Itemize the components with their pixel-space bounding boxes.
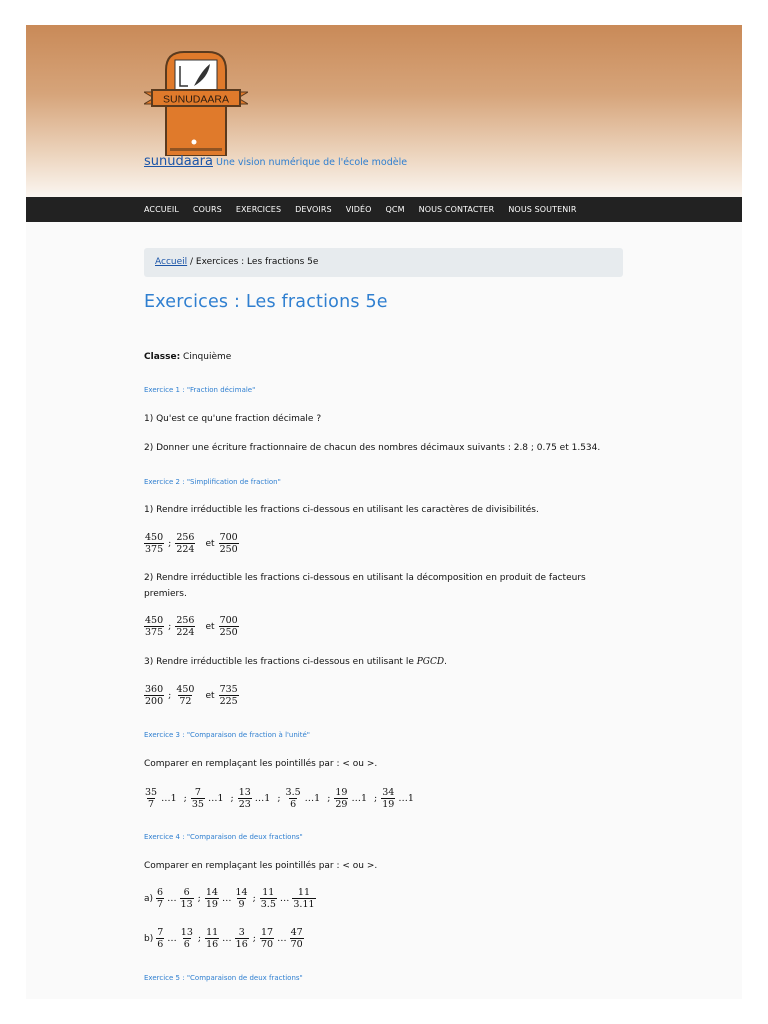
ex4-b-pair-1-left: [156, 927, 164, 950]
ex2-f2-frac-3-denominator: 250: [219, 627, 238, 638]
ex4-b-label: b): [144, 933, 154, 944]
ex4-b-pair-2-right: [235, 927, 249, 950]
ex4-a-separator-2: ;: [252, 893, 256, 904]
ex4-b-separator-1: ;: [197, 933, 202, 944]
ex3-frac-4: [285, 787, 302, 810]
ex2-f1-frac-3: [219, 532, 239, 555]
ex2-f1-frac-2-denominator: 224: [176, 544, 195, 555]
ex2-f1-frac-2-numerator: 256: [176, 532, 195, 543]
ex4-a-pair-1-right: [180, 887, 194, 910]
ex3-instructions: Comparer en remplaçant les pointillés par : < ou >.: [144, 759, 378, 769]
ex4-b-pair-2-right-numerator: 3: [238, 927, 245, 938]
ex2-f3-frac-1: [144, 684, 164, 707]
ex4-b-pair-3-right-denominator: 70: [290, 939, 303, 950]
logo-text: SUNUDAARA: [163, 93, 229, 106]
classe-label: Classe:: [144, 352, 181, 362]
ex3-frac-3-denominator: 23: [238, 799, 251, 810]
ex4-a-pair-3-right-denominator: 3.11: [293, 899, 315, 910]
ex2-question-2-line1: 2) Rendre irréductible les fractions ci-dessous en utilisant la décomposition en produit de facteurs: [144, 573, 586, 583]
nav-item-6[interactable]: NOUS CONTACTER: [418, 205, 495, 214]
ex2-question-2-line2: premiers.: [144, 589, 187, 599]
ex4-a-pair-2-right-denominator: 9: [238, 899, 245, 910]
ex3-separator-2: ;: [230, 793, 234, 804]
ex4-a-pair-3-right-numerator: 11: [297, 887, 310, 898]
ex2-f2-frac-2: [175, 615, 195, 638]
ex3-separator-3: ;: [277, 793, 281, 804]
ex2-f1-et: et: [205, 538, 215, 549]
ex4-a-label: a): [144, 893, 154, 904]
ex3-frac-2-denominator: 35: [191, 799, 204, 810]
ex3-frac-3-numerator: 13: [238, 787, 251, 798]
ex2-f2-et: et: [205, 621, 215, 632]
ex2-f1-frac-3-numerator: 700: [219, 532, 238, 543]
ex2-fractions-1: [144, 532, 239, 555]
ex4-b-pair-1-left-denominator: 6: [157, 939, 164, 950]
ex4-a-pair-3-left-numerator: 11: [262, 887, 275, 898]
nav-item-1[interactable]: COURS: [192, 205, 222, 214]
ex3-frac-6: [381, 787, 395, 810]
ex3-dots-3: …1: [254, 793, 271, 804]
ex4-a-pair-3-right: [292, 887, 315, 910]
ex3-frac-5: [334, 787, 348, 810]
ex3-frac-6-numerator: 34: [382, 787, 395, 798]
ex2-question-3: [144, 657, 447, 667]
ex2-f2-frac-1-denominator: 375: [145, 627, 164, 638]
nav-item-2[interactable]: EXERCICES: [235, 205, 282, 214]
ex3-fractions: [144, 787, 417, 810]
nav-item-7[interactable]: NOUS SOUTENIR: [508, 205, 577, 214]
ex4-b-pair-3-right-numerator: 47: [290, 927, 303, 938]
ex2-f3-frac-3-denominator: 225: [219, 696, 238, 707]
ex2-f3-frac-2-denominator: 72: [179, 696, 192, 707]
ex2-f3-frac-2: [175, 684, 195, 707]
ex4-b-pair-3-left-denominator: 70: [260, 939, 274, 950]
breadcrumb-separator: /: [187, 257, 196, 267]
ex3-frac-5-numerator: 19: [335, 787, 348, 798]
ex2-q3-end: .: [444, 657, 447, 667]
nav-item-3[interactable]: DEVOIRS: [295, 205, 332, 214]
sunudaara-logo[interactable]: [144, 48, 248, 156]
ex4-a-pair-2-left: [205, 887, 219, 910]
ex4-a-pair-2-right: [234, 887, 248, 910]
breadcrumb-current: Exercices : Les fractions 5e: [195, 257, 319, 267]
ex4-row-b: [144, 927, 304, 950]
ex4-a-pair-1-left-numerator: 6: [157, 887, 164, 898]
ex2-f2-separator: ;: [168, 621, 172, 632]
ex4-b-dots-1: …: [167, 933, 177, 944]
ex4-row-a: [144, 887, 316, 910]
ex2-f2-frac-1-numerator: 450: [145, 615, 164, 626]
ex3-dots-5: …1: [351, 793, 368, 804]
ex3-separator-5: ;: [374, 793, 378, 804]
exercise-1-heading: Exercice 1 : "Fraction décimale": [144, 386, 256, 394]
ex2-f3-frac-3: [219, 684, 239, 707]
ex4-instructions: Comparer en remplaçant les pointillés par : < ou >.: [144, 861, 378, 871]
ex4-a-separator-1: ;: [197, 893, 201, 904]
ex2-f3-frac-3-numerator: 735: [219, 684, 238, 695]
ex3-frac-5-denominator: 29: [335, 799, 348, 810]
ex4-b-pair-1-left-numerator: 7: [157, 927, 164, 938]
ex3-dots-4: …1: [304, 793, 321, 804]
ex3-separator-4: ;: [327, 793, 331, 804]
ex2-f3-frac-2-numerator: 450: [176, 684, 195, 695]
classe-line: [144, 352, 231, 362]
ex2-f1-frac-3-denominator: 250: [219, 544, 238, 555]
ex3-dots-2: …1: [207, 793, 224, 804]
ex2-f2-frac-2-denominator: 224: [176, 627, 195, 638]
ex2-f3-frac-1-numerator: 360: [145, 684, 164, 695]
ex4-b-dots-3: …: [277, 933, 287, 944]
ex2-f3-separator: ;: [168, 690, 172, 701]
ex4-a-dots-2: …: [221, 893, 232, 904]
ex4-a-pair-2-right-numerator: 14: [235, 887, 248, 898]
ex4-b-pair-1-right-numerator: 13: [180, 927, 193, 938]
ex2-f3-et: et: [205, 690, 215, 701]
ex2-f1-frac-1-numerator: 450: [145, 532, 164, 543]
ex4-b-pair-3-left-numerator: 17: [260, 927, 274, 938]
nav-item-4[interactable]: VIDÉO: [345, 205, 372, 214]
ex4-a-pair-1-right-numerator: 6: [183, 887, 190, 898]
nav-item-0[interactable]: ACCUEIL: [144, 205, 179, 214]
ex2-f2-frac-3: [219, 615, 239, 638]
site-tagline: Une vision numérique de l'école modèle: [216, 157, 408, 168]
ex4-a-dots-1: …: [167, 893, 177, 904]
ex2-f2-frac-3-numerator: 700: [219, 615, 238, 626]
ex3-frac-3: [238, 787, 252, 810]
main-nav: [26, 197, 742, 222]
ex4-a-pair-1-right-denominator: 13: [180, 899, 193, 910]
site-header: [26, 25, 742, 197]
site-name-link[interactable]: sunudaara: [144, 154, 213, 169]
page: [26, 25, 742, 999]
exercise-2-heading: Exercice 2 : "Simplification de fraction": [144, 478, 281, 486]
ex4-b-pair-1-right-denominator: 6: [183, 939, 190, 950]
ex2-q3-math: PGCD: [416, 657, 445, 667]
ex4-a-pair-3-left: [260, 887, 277, 910]
ex3-frac-1: [144, 787, 158, 810]
ex4-a-pair-2-left-denominator: 19: [205, 899, 218, 910]
breadcrumb-home-link[interactable]: Accueil: [155, 257, 188, 267]
ex4-a-dots-3: …: [279, 893, 290, 904]
nav-item-5[interactable]: QCM: [385, 205, 405, 214]
exercise-5-heading: Exercice 5 : "Comparaison de deux fractions": [144, 974, 303, 982]
ex4-b-pair-3-right: [290, 927, 304, 950]
ex1-question-1: 1) Qu'est ce qu'une fraction décimale ?: [144, 414, 322, 424]
ex4-b-pair-2-left: [205, 927, 219, 950]
ex3-frac-4-numerator: 3.5: [285, 787, 301, 798]
ex4-a-pair-1-left: [156, 887, 164, 910]
ex2-question-1: 1) Rendre irréductible les fractions ci-dessous en utilisant les caractères de divisibilités.: [144, 505, 539, 515]
ex2-f1-frac-2: [175, 532, 195, 555]
ex3-frac-2-numerator: 7: [194, 787, 201, 798]
ex4-b-pair-1-right: [180, 927, 194, 950]
ex4-a-pair-2-left-numerator: 14: [205, 887, 218, 898]
ex3-frac-1-numerator: 35: [145, 787, 158, 798]
ex3-frac-1-denominator: 7: [148, 799, 155, 810]
ex3-frac-4-denominator: 6: [290, 799, 297, 810]
ex4-b-dots-2: …: [222, 933, 232, 944]
ex3-frac-6-denominator: 19: [382, 799, 395, 810]
page-title: Exercices : Les fractions 5e: [144, 292, 388, 312]
breadcrumb: [144, 248, 623, 277]
ex3-dots-6: …1: [398, 793, 414, 804]
ex1-question-2: 2) Donner une écriture fractionnaire de chacun des nombres décimaux suivants : 2.8 ; 0.75 et 1.534.: [144, 443, 601, 453]
ex3-dots-1: …1: [161, 793, 177, 804]
ex4-a-pair-3-left-denominator: 3.5: [260, 899, 276, 910]
ex4-b-pair-2-left-denominator: 16: [206, 939, 219, 950]
ex2-f1-frac-1-denominator: 375: [145, 544, 164, 555]
ex2-f1-frac-1: [144, 532, 164, 555]
ex4-b-pair-2-left-numerator: 11: [206, 927, 219, 938]
ex2-f2-frac-2-numerator: 256: [176, 615, 195, 626]
ex4-b-separator-2: ;: [252, 933, 256, 944]
ex2-q3-text: 3) Rendre irréductible les fractions ci-dessous en utilisant le: [144, 657, 417, 667]
ex4-b-pair-3-left: [260, 927, 274, 950]
exercise-3-heading: Exercice 3 : "Comparaison de fraction à l'unité": [144, 731, 311, 739]
ex2-fractions-3: [144, 684, 239, 707]
ex2-f3-frac-1-denominator: 200: [145, 696, 164, 707]
site-title: [144, 154, 407, 169]
exercise-4-heading: Exercice 4 : "Comparaison de deux fractions": [144, 833, 303, 841]
ex4-a-pair-1-left-denominator: 7: [157, 899, 164, 910]
ex3-separator-1: ;: [183, 793, 187, 804]
classe-value: Cinquième: [180, 352, 232, 362]
ex4-b-pair-2-right-denominator: 16: [235, 939, 248, 950]
ex3-frac-2: [191, 787, 205, 810]
ex2-fractions-2: [144, 615, 239, 638]
ex2-f2-frac-1: [144, 615, 164, 638]
ex2-f1-separator: ;: [168, 538, 172, 549]
